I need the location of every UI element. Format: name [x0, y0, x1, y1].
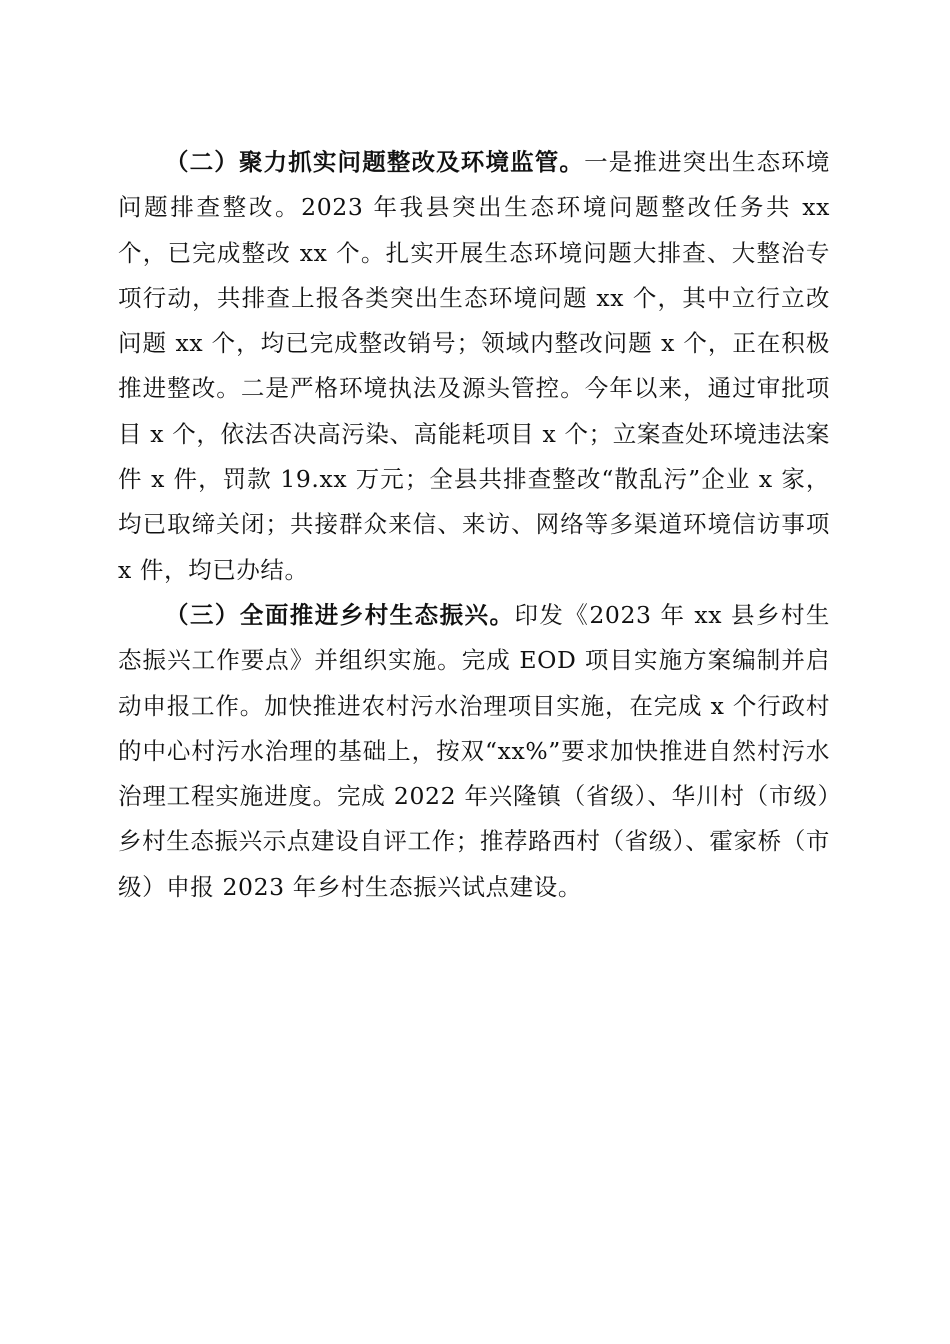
paragraph-text: 一是推进突出生态环境问题排查整改。2023 年我县突出生态环境问题整改任务共 xx 个，已完成整改 xx 个。扎实开展生态环境问题大排查、大整治专项行动，共排查上报各类突出生态环境问题 xx 个，其中立行立改问题 xx 个，均已完成整改销号；领域内整改问题 x 个，正在积极推进整改。二是严格环境执法及源头管控。今年以来，通过审批项目 x 个，依法否决高污染、高能耗项目 x 个；立案查处环境违法案件 x 件，罚款 19.xx 万元；全县共排查整改“散乱污”企业 x 家，均已取缔关闭；共接群众来信、来访、网络等多渠道环境信访事项 x 件，均已办结。	[118, 148, 831, 584]
section-heading-3: （三）全面推进乡村生态振兴。	[165, 600, 515, 629]
paragraph-problem-rectification	[118, 140, 830, 593]
document-body	[118, 140, 830, 910]
paragraph-rural-revitalization	[118, 593, 830, 910]
section-heading-2: （二）聚力抓实问题整改及环境监管。	[165, 148, 585, 176]
paragraph-text: 印发《2023 年 xx 县乡村生态振兴工作要点》并组织实施。完成 EOD 项目实施方案编制并启动申报工作。加快推进农村污水治理项目实施，在完成 x 个行政村的中心村污水治理的基础上，按双“xx%”要求加快推进自然村污水治理工程实施进度。完成 2022 年兴隆镇（省级）、华川村（市级）乡村生态振兴示点建设自评工作；推荐路西村（省级）、霍家桥（市级）申报 2023 年乡村生态振兴试点建设。	[118, 600, 831, 901]
